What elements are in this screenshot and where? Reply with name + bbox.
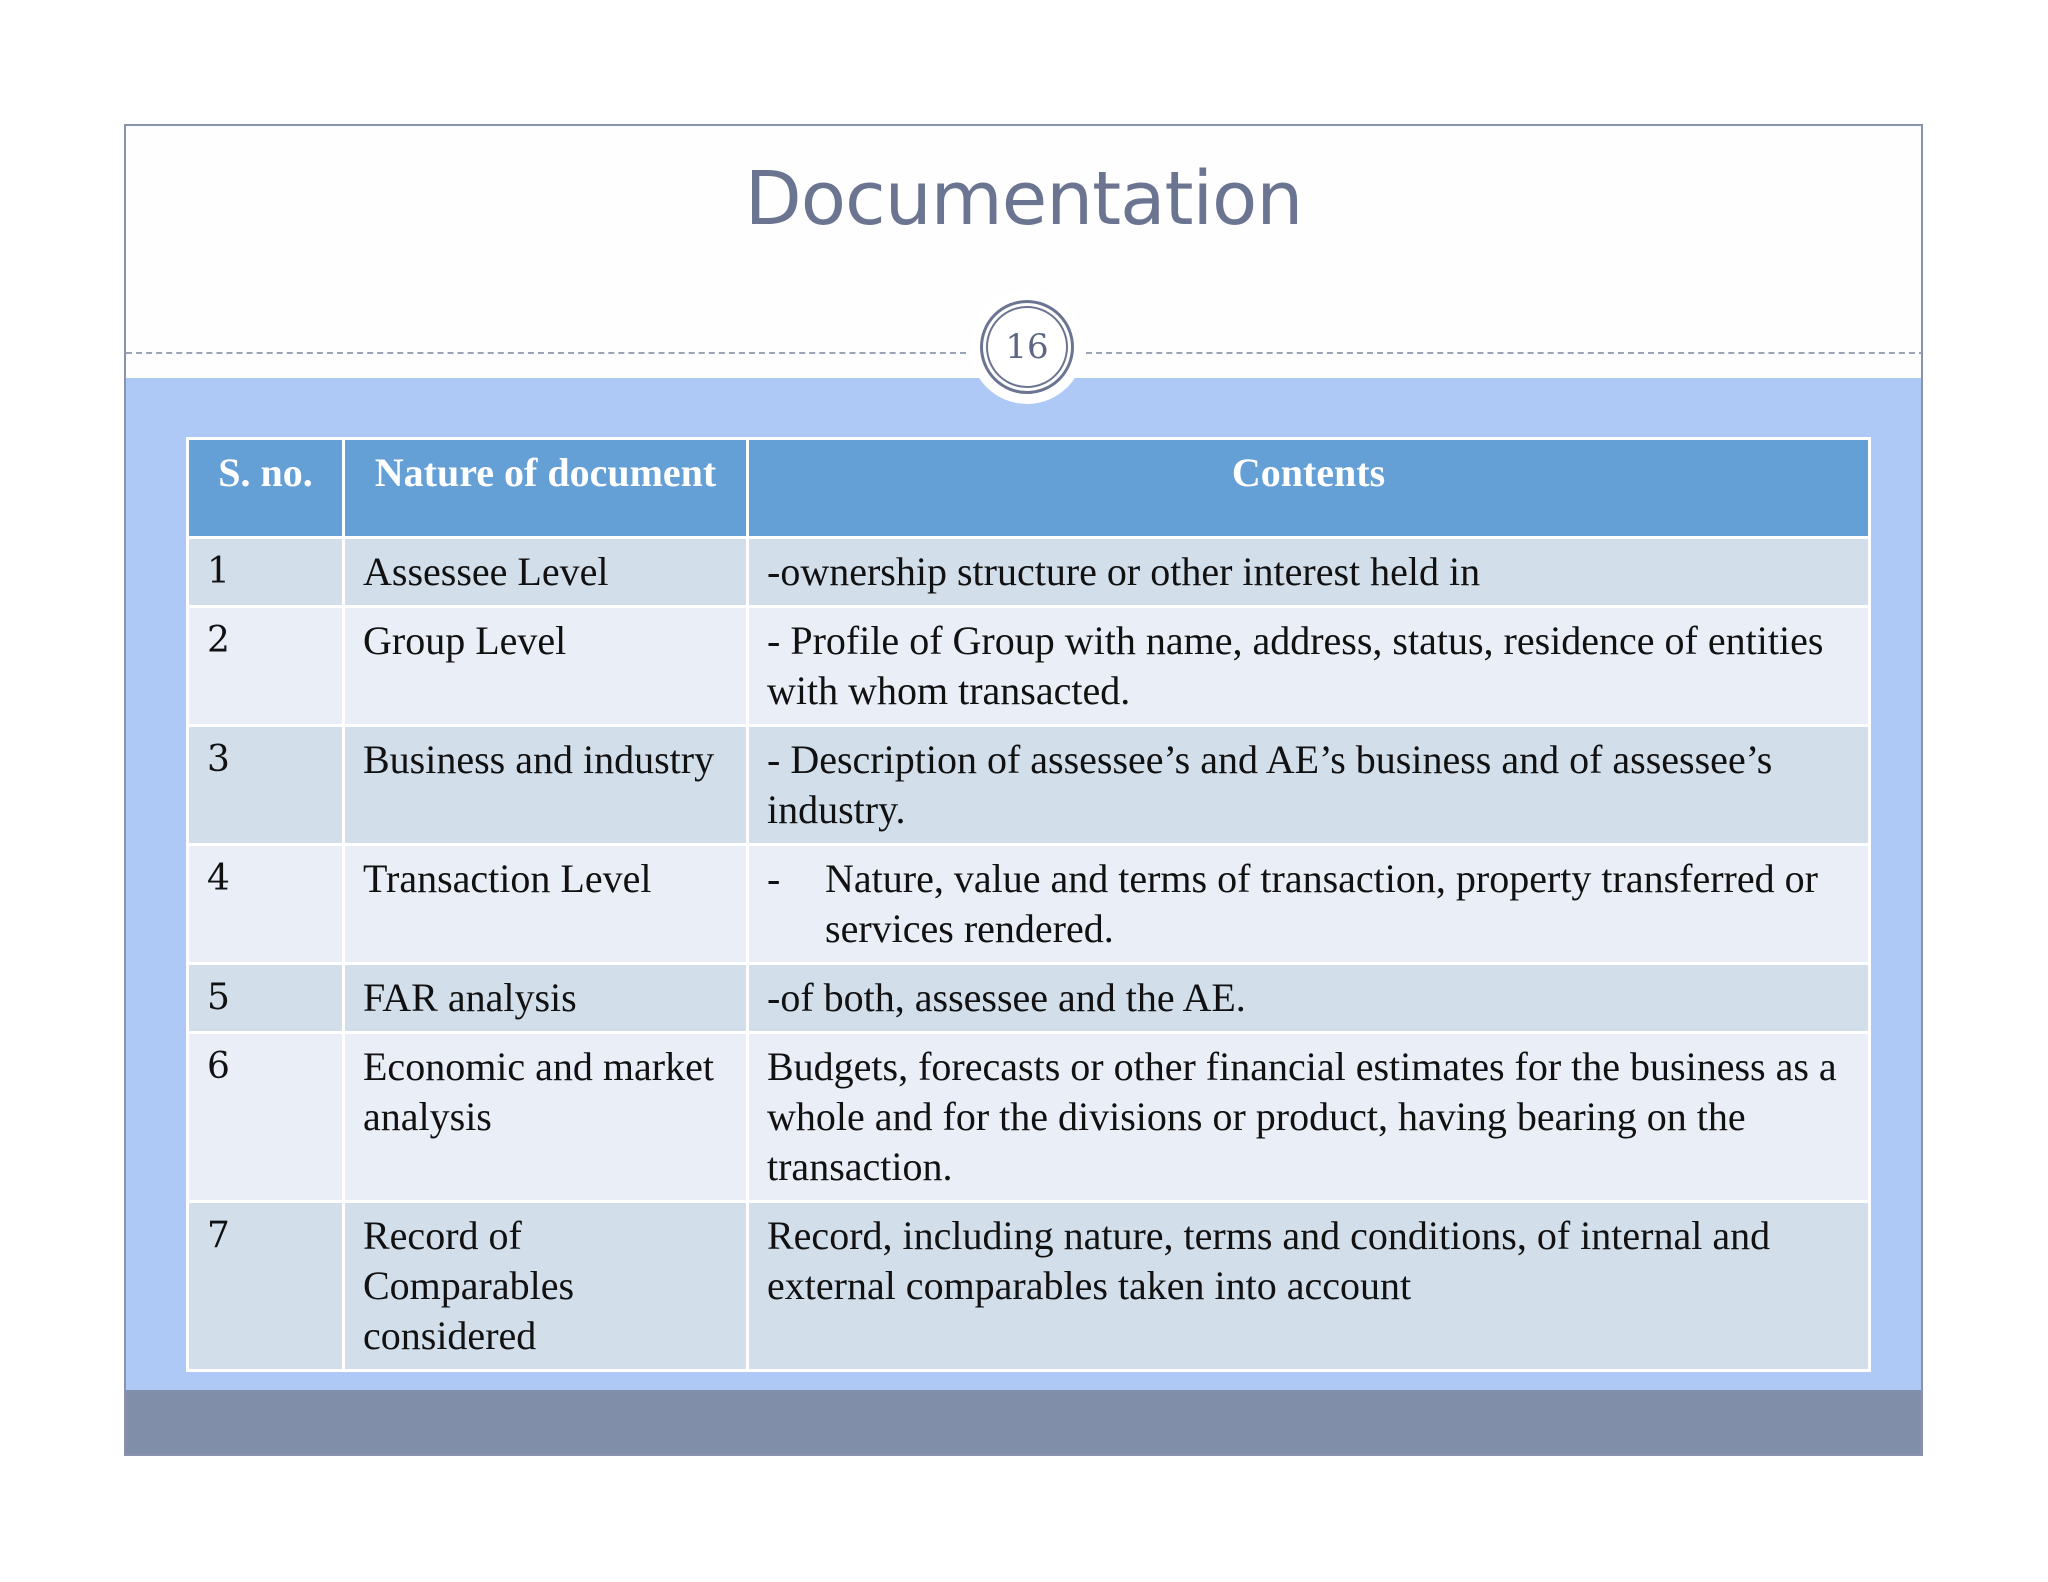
row-contents [748, 845, 1870, 964]
row-nature: Economic and market analysis [344, 1033, 748, 1202]
documentation-table [186, 437, 1871, 1372]
row-number: 7 [188, 1202, 344, 1371]
table-row [188, 726, 1870, 845]
table-row [188, 538, 1870, 607]
hanging-bullet [767, 854, 1852, 954]
table-row [188, 964, 1870, 1033]
row-number: 4 [188, 845, 344, 964]
divider-right [1086, 352, 1923, 354]
bullet-text: Nature, value and terms of transaction, property transferred or services rendered. [825, 856, 1818, 951]
footer-band [126, 1390, 1921, 1456]
row-nature: Record of Comparables considered [344, 1202, 748, 1371]
slide-title: Documentation [744, 156, 1303, 242]
row-contents: - Description of assessee’s and AE’s business and of assessee’s industry. [748, 726, 1870, 845]
row-nature: Transaction Level [344, 845, 748, 964]
row-nature: Assessee Level [344, 538, 748, 607]
page-number: 16 [986, 306, 1068, 388]
bullet-dash: - [767, 856, 781, 901]
table-header-row [188, 439, 1870, 538]
header-contents: Contents [748, 439, 1870, 538]
slide [124, 124, 1923, 1456]
row-contents: Record, including nature, terms and conditions, of internal and external comparables taken into account [748, 1202, 1870, 1371]
row-number: 5 [188, 964, 344, 1033]
row-nature: FAR analysis [344, 964, 748, 1033]
row-number: 3 [188, 726, 344, 845]
header-nature-of-document: Nature of document [344, 439, 748, 538]
header-serial-no: S. no. [188, 439, 344, 538]
row-number: 1 [188, 538, 344, 607]
table-row [188, 607, 1870, 726]
table-row [188, 845, 1870, 964]
row-contents: -ownership structure or other interest held in [748, 538, 1870, 607]
table-row [188, 1202, 1870, 1371]
row-nature: Business and industry [344, 726, 748, 845]
row-number: 6 [188, 1033, 344, 1202]
row-contents: - Profile of Group with name, address, status, residence of entities with whom transacted. [748, 607, 1870, 726]
row-contents: -of both, assessee and the AE. [748, 964, 1870, 1033]
table-row [188, 1033, 1870, 1202]
row-number: 2 [188, 607, 344, 726]
row-contents: Budgets, forecasts or other financial estimates for the business as a whole and for the divisions or product, having bearing on the transaction. [748, 1033, 1870, 1202]
row-nature: Group Level [344, 607, 748, 726]
divider-left [126, 352, 966, 354]
